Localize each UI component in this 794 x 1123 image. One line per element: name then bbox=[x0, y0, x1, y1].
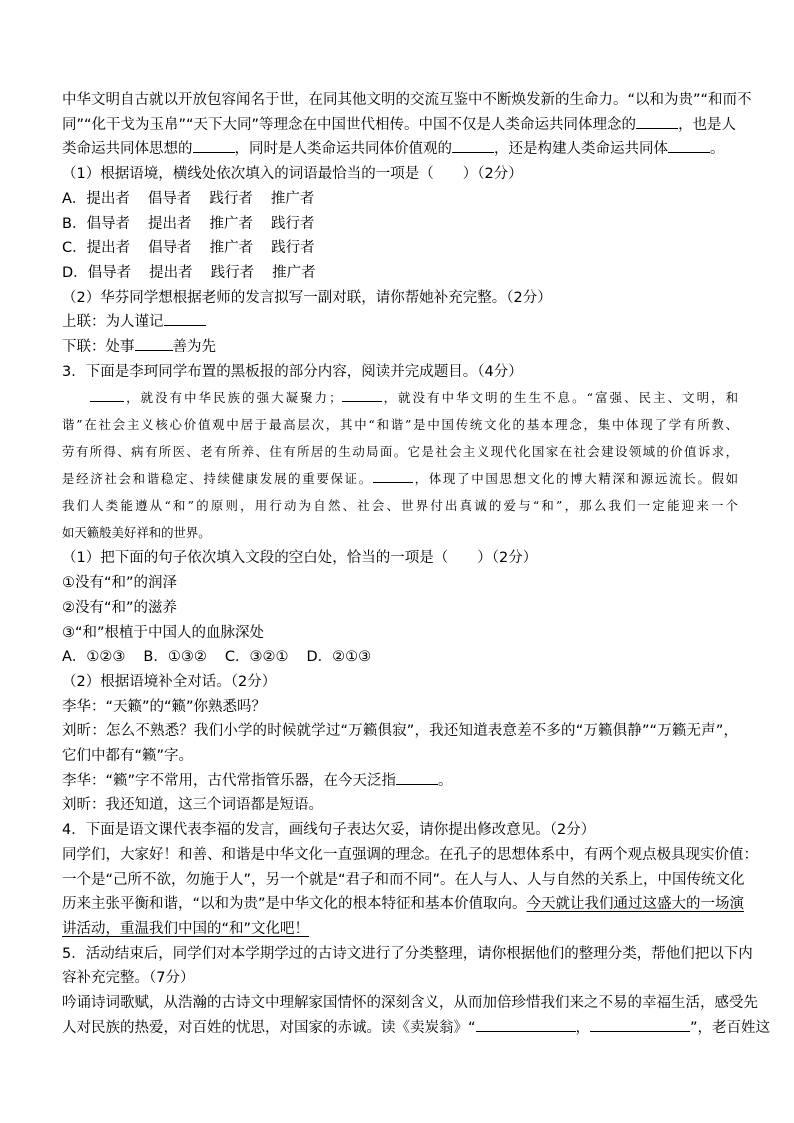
speech-line bbox=[62, 917, 738, 942]
poem-blank-1[interactable] bbox=[476, 1016, 576, 1032]
speech-text: 历来主张平衡和谐，“以和为贵”是中华文化的根本特征和基本价值取向。 bbox=[62, 896, 527, 913]
q3-sub2-stem: （2）根据语境补全对话。（2分） bbox=[62, 673, 277, 690]
dialogue-blank[interactable] bbox=[396, 769, 438, 785]
option-word: 倡导者 bbox=[147, 190, 192, 207]
dialogue-line: 刘昕：怎么不熟悉？我们小学的时候就学过“万籁俱寂”，我还知道表意差不多的“万籁俱静”“万籁无声”， bbox=[62, 723, 738, 740]
option-word: 践行者 bbox=[271, 240, 315, 257]
intro-line-3-a: 类命运共同体思想的 bbox=[62, 141, 193, 158]
couplet-lower-label: 下联：处事 bbox=[62, 339, 135, 356]
underlined-sentence-end[interactable]: 讲活动，重温我们中国的“和”文化吧！ bbox=[62, 920, 310, 937]
passage-line bbox=[62, 384, 738, 411]
q4-stem: 4．下面是语文课代表李福的发言，画线句子表达欠妥，请你提出修改意见。（2分） bbox=[62, 822, 596, 839]
option-word: 提出者 bbox=[86, 190, 130, 207]
dialogue-text: 李华：“籁”字不常用，古代常指管乐器，在今天泛指 bbox=[62, 772, 397, 789]
q5-text: ”，老百姓这 bbox=[690, 1019, 771, 1036]
q5-text: 人对民族的热爱，对百姓的忧思，对国家的赤诚。读《卖炭翁》“ bbox=[62, 1019, 476, 1036]
passage-line: 谐”在社会主义核心价值观中居于最高层次，其中“和谐”是中国传统文化的基本理念，集中体现了学有所教、 bbox=[62, 417, 738, 433]
q3-option-d[interactable]: D．②①③ bbox=[306, 649, 372, 666]
q1-option-d[interactable] bbox=[62, 261, 738, 286]
couplet-lower bbox=[62, 335, 738, 360]
passage-blank-1[interactable] bbox=[90, 387, 124, 402]
option-word: 践行者 bbox=[209, 190, 253, 207]
q3-option-a[interactable]: A．①②③ bbox=[62, 649, 126, 666]
option-label: A． bbox=[62, 190, 87, 207]
passage-blank-2[interactable] bbox=[342, 388, 382, 402]
intro-line-3 bbox=[62, 137, 738, 162]
intro-line-3-b: ，同时是人类命运共同体价值观的 bbox=[234, 141, 452, 158]
option-label: C． bbox=[62, 240, 87, 257]
q3-option-b[interactable]: B．①③② bbox=[143, 649, 207, 666]
q1-stem: （1）根据语境，横线处依次填入的词语最恰当的一项是（ ）（2分） bbox=[62, 166, 523, 183]
passage-line: 我们人类能遵从“和”的原则，用行动为自然、社会、世界付出真诚的爱与“和”，那么我们一定能迎来一个 bbox=[62, 498, 738, 514]
option-word: 推广者 bbox=[209, 240, 254, 257]
sentence-2: ②没有“和”的滋养 bbox=[62, 599, 178, 616]
option-word: 推广者 bbox=[209, 215, 253, 232]
q5-line-1: 吟诵诗词歌赋，从浩瀚的古诗文中理解家国情怀的深刻含义，从而加倍珍惜我们来之不易的幸福生活，感受先 bbox=[62, 995, 758, 1012]
blank-3[interactable] bbox=[452, 137, 494, 153]
speech-line: 一个是“己所不欲，勿施于人”，另一个就是“君子和而不同”。在人与人、人与自然的关系上，中国传统文化 bbox=[62, 871, 745, 888]
passage-line: 劳有所得、病有所医、老有所养、住有所居的生动局面。它是社会主义现代化国家在社会建设领域的价值诉求， bbox=[62, 444, 738, 460]
intro-line-3-d: 。 bbox=[710, 141, 725, 158]
couplet-upper bbox=[62, 310, 738, 335]
speech-line bbox=[62, 892, 745, 917]
q5-stem: 5．活动结束后，同学们对本学期学过的古诗文进行了分类整理，请你根据他们的整理分类，帮他们把以下内 bbox=[62, 945, 753, 962]
intro-line-2-end: ，也是人 bbox=[678, 116, 737, 133]
option-word: 推广者 bbox=[272, 264, 316, 281]
dialogue-line: 它们中都有“籁”字。 bbox=[62, 748, 194, 765]
q5-stem-2: 容补充完整。（7分） bbox=[62, 970, 195, 987]
passage-text: ，体现了中国思想文化的博大精深和源远流长。假如 bbox=[412, 471, 739, 487]
option-word: 践行者 bbox=[210, 264, 255, 281]
q3-option-c[interactable]: C．③②① bbox=[224, 649, 289, 666]
q5-text: ， bbox=[575, 1019, 591, 1036]
underlined-sentence[interactable]: 今天就让我们通过这盛大的一场演 bbox=[526, 896, 745, 913]
q3-sub1-options bbox=[62, 645, 738, 670]
option-word: 倡导者 bbox=[87, 264, 132, 281]
dialogue-text: 。 bbox=[438, 772, 453, 789]
option-word: 提出者 bbox=[86, 240, 131, 257]
blank-4[interactable] bbox=[668, 137, 710, 153]
speech-line: 同学们，大家好！和善、和谐是中华文化一直强调的理念。在孔子的思想体系中，有两个观点极具现实价值： bbox=[62, 846, 758, 863]
blackboard-passage bbox=[62, 384, 738, 546]
q1-option-c[interactable] bbox=[62, 236, 738, 261]
passage-line bbox=[62, 465, 738, 492]
intro-line-2-text: 同”“化干戈为玉帛”“天下大同”等理念在中国世代相传。中国不仅是人类命运共同体理念的 bbox=[62, 116, 637, 133]
option-word: 提出者 bbox=[149, 264, 193, 281]
poem-blank-2[interactable] bbox=[590, 1016, 690, 1032]
q2-stem: （2）华芬同学想根据老师的发言拟写一副对联，请你帮她补充完整。（2分） bbox=[62, 289, 552, 306]
passage-blank-3[interactable] bbox=[373, 469, 413, 483]
option-word: 践行者 bbox=[270, 215, 315, 232]
dialogue-line: 刘昕：我还知道，这三个词语都是短语。 bbox=[62, 797, 323, 814]
couplet-upper-label: 上联：为人谨记 bbox=[62, 314, 164, 331]
intro-line-2 bbox=[62, 113, 738, 138]
option-label: B． bbox=[62, 215, 87, 232]
blank-1[interactable] bbox=[636, 113, 678, 129]
dialogue-line bbox=[62, 769, 738, 794]
passage-text: 是经济社会和谐稳定、持续健康发展的重要保证。 bbox=[62, 471, 373, 487]
sentence-1: ①没有“和”的润泽 bbox=[62, 575, 178, 592]
couplet-upper-blank[interactable] bbox=[164, 310, 206, 326]
passage-line: 如天籁般美好祥和的世界。 bbox=[62, 525, 211, 541]
option-word: 提出者 bbox=[147, 215, 192, 232]
blank-2[interactable] bbox=[193, 137, 235, 153]
q3-stem: 3．下面是李珂同学布置的黑板报的部分内容，阅读并完成题目。（4分） bbox=[62, 363, 523, 380]
q3-sub1-stem: （1）把下面的句子依次填入文段的空白处，恰当的一项是（ ）（2分） bbox=[62, 550, 538, 567]
option-word: 倡导者 bbox=[86, 215, 130, 232]
passage-text: ，就没有中华文明的生生不息。“富强、民主、文明，和 bbox=[381, 390, 739, 406]
passage-text: ，就没有中华民族的强大凝聚力； bbox=[124, 390, 342, 406]
option-label: D． bbox=[62, 264, 88, 281]
q1-option-b[interactable] bbox=[62, 212, 738, 237]
q1-option-a[interactable] bbox=[62, 187, 738, 212]
intro-line-3-c: ，还是构建人类命运共同体 bbox=[494, 141, 668, 158]
option-word: 推广者 bbox=[270, 190, 315, 207]
couplet-lower-suffix: 善为先 bbox=[172, 339, 216, 356]
intro-line-1: 中华文明自古就以开放包容闻名于世，在同其他文明的交流互鉴中不断焕发新的生命力。“以和为贵”“和而不 bbox=[62, 92, 752, 108]
dialogue-line: 李华：“天籁”的“籁”你熟悉吗？ bbox=[62, 698, 267, 715]
couplet-lower-blank[interactable] bbox=[135, 335, 173, 351]
q5-line-2 bbox=[62, 1016, 771, 1041]
option-word: 倡导者 bbox=[148, 240, 192, 257]
sentence-3: ③“和”根植于中国人的血脉深处 bbox=[62, 624, 265, 641]
exam-page bbox=[62, 88, 771, 1041]
